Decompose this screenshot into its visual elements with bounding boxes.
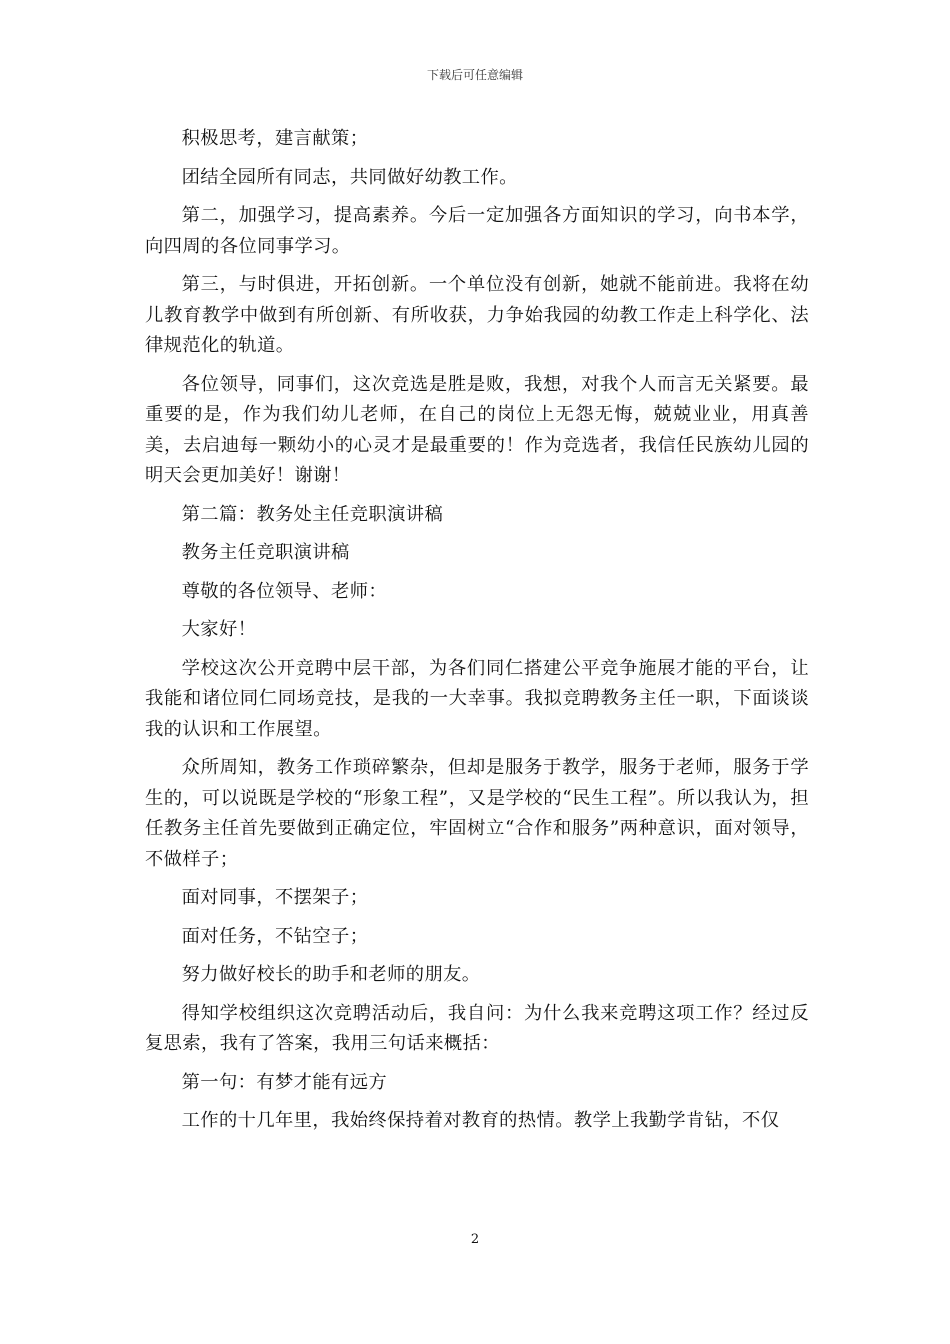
paragraph: 面对任务，不钻空子； [181,925,369,947]
paragraph: 第二，加强学习，提高素养。今后一定加强各方面知识的学习，向书本学，向四周的各位同事学习。 [145,205,809,257]
paragraph: 各位领导，同事们，这次竞选是胜是败，我想，对我个人而言无关紧要。最重要的是，作为我们幼儿老师，在自己的岗位上无怨无悔，兢兢业业，用真善美，去启迪每一颗幼小的心灵才是最重要的！作为竞选者，我信任民族幼儿园的明天会更加美好！谢谢！ [145,373,809,486]
page-header: 下载后可任意编辑 [426,68,523,82]
document-body [145,124,809,1145]
page-number: 2 [470,1232,480,1247]
paragraph: 第三，与时俱进，开拓创新。一个单位没有创新，她就不能前进。我将在幼儿教育教学中做到有所创新、有所收获，力争始我园的幼教工作走上科学化、法律规范化的轨道。 [145,274,809,356]
paragraph: 第一句：有梦才能有远方 [181,1071,388,1093]
paragraph: 得知学校组织这次竞聘活动后，我自问：为什么我来竞聘这项工作？经过反复思索，我有了答案，我用三句话来概括： [145,1002,809,1054]
paragraph: 工作的十几年里，我始终保持着对教育的热情。教学上我勤学肯钻，不仅 [181,1110,780,1131]
paragraph: 众所周知，教务工作琐碎繁杂，但却是服务于教学，服务于老师，服务于学生的，可以说既是学校的“形象工程”，又是学校的“民生工程”。所以我认为，担任教务主任首先要做到正确定位，牢固树立“合作和服务”两种意识，面对领导，不做样子； [145,757,809,870]
paragraph: 面对同事，不摆架子； [181,887,369,908]
paragraph: 积极思考，建言献策； [181,128,369,149]
paragraph: 努力做好校长的助手和老师的朋友。 [181,964,481,985]
paragraph: 学校这次公开竞聘中层干部，为各们同仁搭建公平竞争施展才能的平台，让我能和诸位同仁同场竞技，是我的一大幸事。我拟竞聘教务主任一职，下面谈谈我的认识和工作展望。 [145,657,809,740]
paragraph: 团结全园所有同志，共同做好幼教工作。 [181,166,518,188]
section-subtitle: 教务主任竞职演讲稿 [181,542,350,563]
greeting: 大家好！ [181,619,257,640]
section-heading: 第二篇：教务处主任竞职演讲稿 [181,503,444,525]
salutation: 尊敬的各位领导、老师： [181,580,388,602]
